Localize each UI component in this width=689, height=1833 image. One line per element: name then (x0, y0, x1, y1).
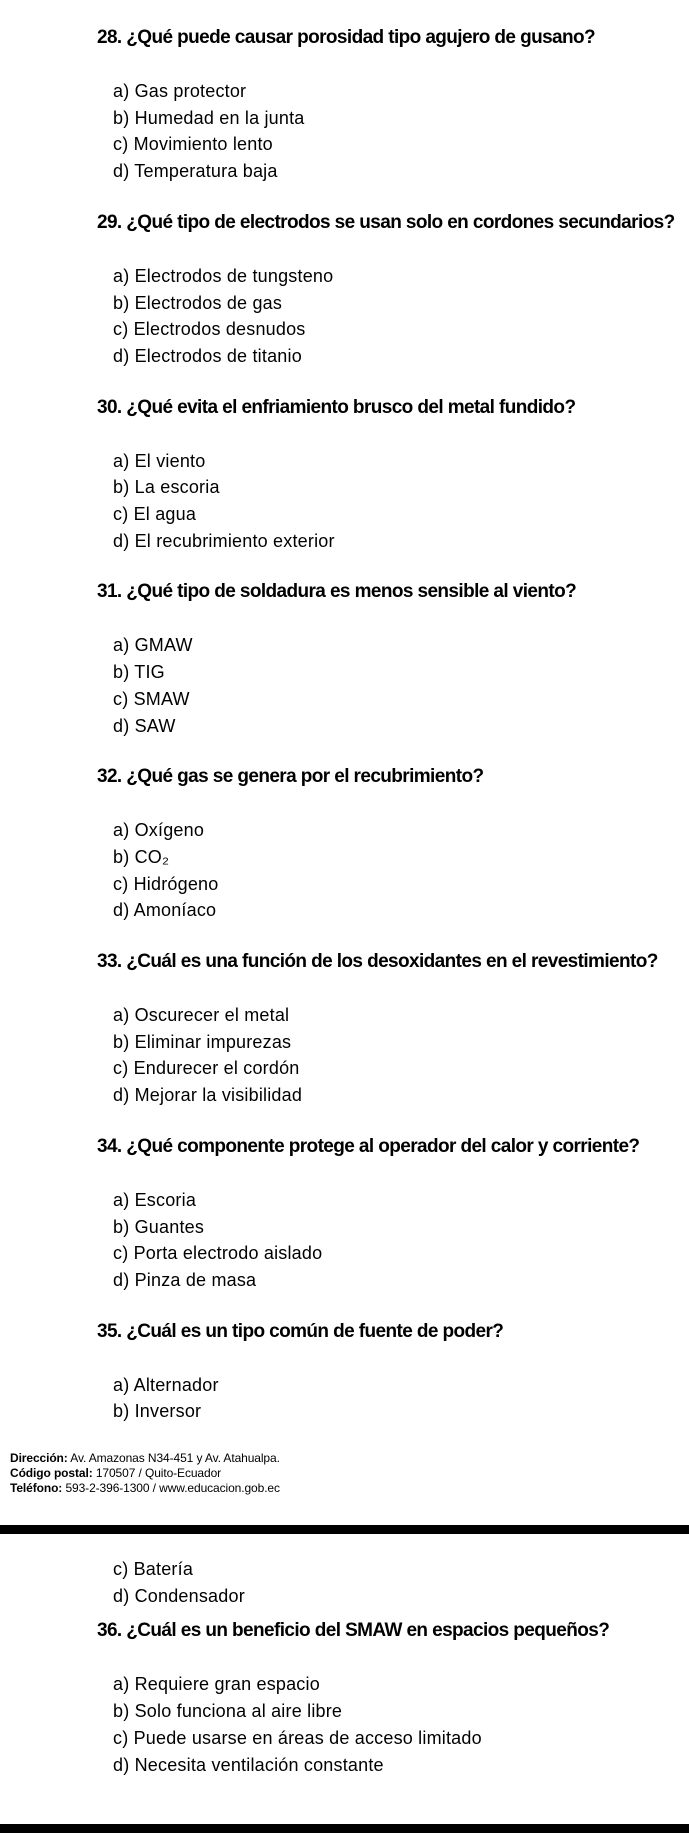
answer-option: d) El recubrimiento exterior (113, 530, 335, 551)
answer-option: b) Electrodos de gas (113, 292, 283, 313)
answer-option: d) Electrodos de titanio (113, 345, 302, 366)
question-title: 36. ¿Cuál es un beneficio del SMAW en espacios pequeños? (97, 1620, 610, 1642)
question-title: 30. ¿Qué evita el enfriamiento brusco del metal fundido? (97, 396, 576, 418)
answer-option: a) Oxígeno (113, 820, 205, 841)
question-title: 33. ¿Cuál es una función de los desoxidantes en el revestimiento? (97, 951, 658, 973)
question-title: 32. ¿Qué gas se genera por el recubrimiento? (97, 766, 484, 788)
answer-option: c) Batería (113, 1559, 194, 1579)
question-28 (0, 0, 689, 185)
answer-option: a) El viento (113, 450, 206, 471)
question-title: 35. ¿Cuál es un tipo común de fuente de poder? (97, 1320, 504, 1342)
answer-option: b) CO₂ (113, 846, 170, 867)
page-bottom-border (0, 1824, 689, 1833)
page-footer (10, 1451, 280, 1496)
question-35 (0, 1294, 689, 1425)
answer-option: b) TIG (113, 662, 165, 683)
question-title: 29. ¿Qué tipo de electrodos se usan solo en cordones secundarios? (97, 211, 675, 233)
answer-option: d) Necesita ventilación constante (113, 1754, 384, 1775)
answer-option: c) SMAW (113, 688, 190, 709)
question-title: 31. ¿Qué tipo de soldadura es menos sensible al viento? (97, 581, 577, 603)
answer-option: d) Condensador (113, 1585, 245, 1606)
answer-option: c) Puede usarse en áreas de acceso limitado (113, 1727, 482, 1748)
answer-option: c) El agua (113, 504, 197, 525)
answer-option: a) Gas protector (113, 81, 247, 101)
answer-option: c) Electrodos desnudos (113, 319, 306, 340)
question-30 (0, 370, 689, 555)
answer-option: c) Porta electrodo aislado (113, 1243, 323, 1264)
answer-option: d) Temperatura baja (113, 161, 278, 182)
question-34 (0, 1109, 689, 1294)
answer-option: c) Hidrógeno (113, 873, 219, 894)
question-title: 28. ¿Qué puede causar porosidad tipo agujero de gusano? (97, 27, 596, 48)
answer-option: a) Escoria (113, 1189, 197, 1210)
answer-option: b) Eliminar impurezas (113, 1031, 292, 1052)
page-lower (0, 1548, 689, 1778)
question-36 (0, 1609, 689, 1778)
answer-option: a) Electrodos de tungsteno (113, 265, 334, 286)
answer-option: d) Pinza de masa (113, 1269, 257, 1290)
answer-option: a) Requiere gran espacio (113, 1674, 320, 1695)
answer-option: c) Movimiento lento (113, 134, 273, 155)
answer-option: b) Guantes (113, 1216, 205, 1237)
answer-option: a) GMAW (113, 635, 193, 656)
footer-address: Dirección: Av. Amazonas N34-451 y Av. Atahualpa. (10, 1451, 280, 1465)
answer-option: a) Oscurecer el metal (113, 1005, 290, 1026)
answer-option: d) SAW (113, 715, 176, 736)
answer-option: b) Solo funciona al aire libre (113, 1701, 343, 1722)
question-32 (0, 739, 689, 924)
footer-phone: Teléfono: 593-2-396-1300 / www.educacion.gob.ec (10, 1481, 280, 1495)
footer-postal: Código postal: 170507 / Quito-Ecuador (10, 1466, 222, 1480)
question-title: 34. ¿Qué componente protege al operador del calor y corriente? (97, 1135, 640, 1157)
answer-option: b) Humedad en la junta (113, 107, 305, 128)
answer-option: c) Endurecer el cordón (113, 1058, 300, 1079)
continued-options (0, 1548, 689, 1609)
page-break-divider (0, 1525, 689, 1534)
question-33 (0, 924, 689, 1109)
question-31 (0, 554, 689, 739)
question-29 (0, 185, 689, 370)
answer-option: d) Amoníaco (113, 900, 217, 921)
answer-option: d) Mejorar la visibilidad (113, 1085, 303, 1106)
answer-option: b) Inversor (113, 1401, 202, 1422)
answer-option: a) Alternador (113, 1374, 219, 1395)
answer-option: b) La escoria (113, 477, 220, 498)
